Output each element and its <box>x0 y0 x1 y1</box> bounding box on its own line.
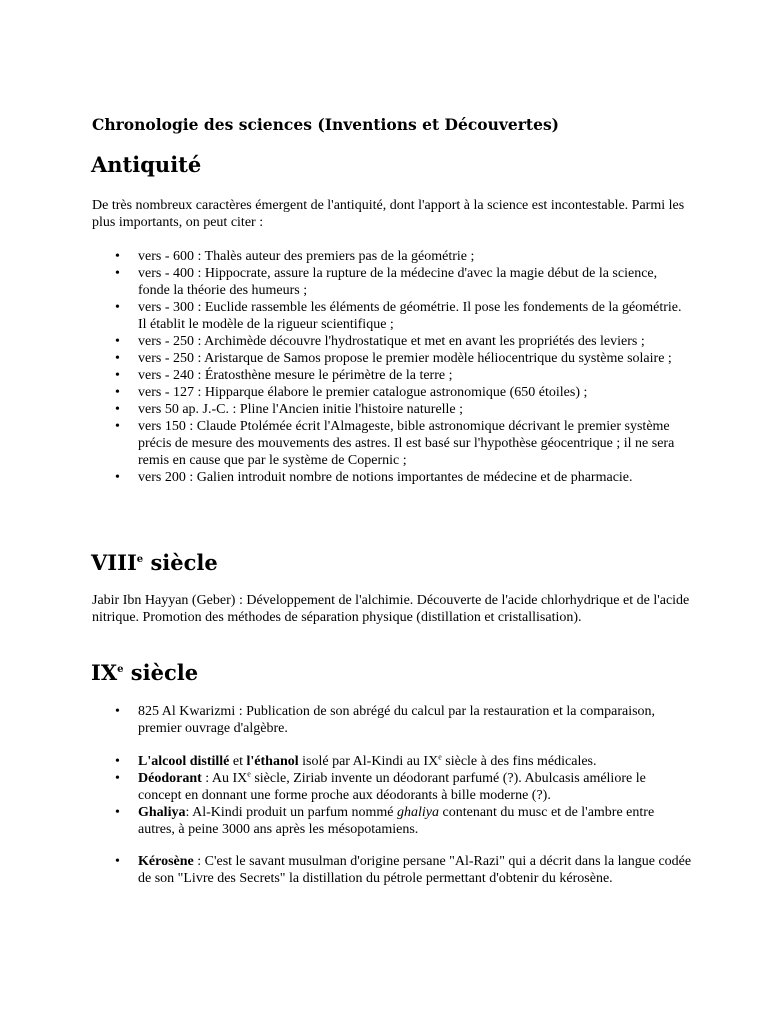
heading-ix-main: IX <box>91 660 118 685</box>
list-item: • vers - 250 : Archimède découvre l'hydrostatique et met en avant les propriétés des leviers ; <box>92 333 692 350</box>
ix-list-3 <box>92 853 692 887</box>
heading-ix-rest: siècle <box>123 660 199 685</box>
list-item: • 825 Al Kwarizmi : Publication de son abrégé du calcul par la restauration et la comparaison, premier ouvrage d'algèbre. <box>92 703 692 737</box>
list-item: • vers - 127 : Hipparque élabore le premier catalogue astronomique (650 étoiles) ; <box>92 384 692 401</box>
text-ghaliya-before: : Al-Kindi produit un parfum nommé <box>185 805 397 820</box>
heading-viii-rest: siècle <box>143 550 218 575</box>
ix-list-1 <box>92 703 692 737</box>
list-item: • vers - 250 : Aristarque de Samos propose le premier modèle héliocentrique du système solaire ; <box>92 350 692 367</box>
viii-paragraph: Jabir Ibn Hayyan (Geber) : Développement de l'alchimie. Découverte de l'acide chlorhydrique et de l'acide nitrique. Promotion des méthodes de séparation physique (distillation et cristallisation). <box>92 593 690 625</box>
heading-antiquite: Antiquité <box>91 152 202 177</box>
list-item: • vers 200 : Galien introduit nombre de notions importantes de médecine et de pharmacie. <box>92 469 692 486</box>
list-item: • vers - 300 : Euclide rassemble les éléments de géométrie. Il pose les fondements de la géométrie. Il établit le modèle de la rigueur scientifique ; <box>92 299 692 333</box>
list-item-ghaliya <box>92 804 692 838</box>
term-deodorant: Déodorant <box>138 771 202 786</box>
italic-ghaliya: ghaliya <box>397 805 439 820</box>
list-item: • vers - 240 : Ératosthène mesure le périmètre de la terre ; <box>92 367 692 384</box>
heading-viii-siecle <box>91 550 218 575</box>
heading-ix-sup: e <box>117 664 124 675</box>
text-kerosene: : C'est le savant musulman d'origine persane "Al-Razi" qui a décrit dans la langue codée de son "Livre des Secrets" la distillation du pétrole permettant d'obtenir du kérosène. <box>138 854 692 886</box>
heading-viii-sup: e <box>136 554 144 565</box>
list-item-kerosene <box>92 853 692 887</box>
list-item-deodorant <box>92 770 692 804</box>
term-ghaliya: Ghaliya <box>138 805 186 820</box>
list-item-alcool <box>92 753 692 770</box>
heading-viii-main: VIII <box>91 550 137 575</box>
term-ethanol: l'éthanol <box>246 754 299 769</box>
text-alcool-before: isolé par Al-Kindi au IX <box>298 754 439 769</box>
list-item: • vers 50 ap. J.-C. : Pline l'Ancien initie l'histoire naturelle ; <box>92 401 692 418</box>
list-item: • vers 150 : Claude Ptolémée écrit l'Almageste, bible astronomique décrivant le premier système précis de mesure des mouvements des astres. Il est basé sur l'hypothèse géocentrique ; il ne sera remis en cause que par le système de Copernic ; <box>92 418 692 469</box>
text-connector: et <box>229 754 247 769</box>
text-alcool-after: siècle à des fins médicales. <box>441 754 597 769</box>
list-item: • vers - 400 : Hippocrate, assure la rupture de la médecine d'avec la magie début de la science, fonde la théorie des humeurs ; <box>92 265 692 299</box>
document-title: Chronologie des sciences (Inventions et Découvertes) <box>92 115 560 134</box>
term-kerosene: Kérosène <box>138 854 194 869</box>
text-deodorant-before: : Au IX <box>201 771 248 786</box>
antiquite-list <box>92 248 692 486</box>
sup-deodorant: e <box>247 769 251 779</box>
sup-alcool: e <box>438 752 442 762</box>
text-deodorant-after: siècle, Ziriab invente un déodorant parfumé (?). Abulcasis améliore le concept en donnant une forme proche aux déodorants à bille moderne (?). <box>138 771 646 803</box>
antiquite-intro: De très nombreux caractères émergent de l'antiquité, dont l'apport à la science est incontestable. Parmi les plus importants, on peut citer : <box>92 198 685 230</box>
text-ghaliya-after: contenant du musc et de l'ambre entre autres, à peine 3000 ans après les mésopotamiens. <box>138 805 655 837</box>
ix-list-2 <box>92 753 692 838</box>
heading-ix-siecle <box>91 660 198 685</box>
term-alcool: L'alcool distillé <box>138 754 230 769</box>
list-item: • vers - 600 : Thalès auteur des premiers pas de la géométrie ; <box>92 248 692 265</box>
